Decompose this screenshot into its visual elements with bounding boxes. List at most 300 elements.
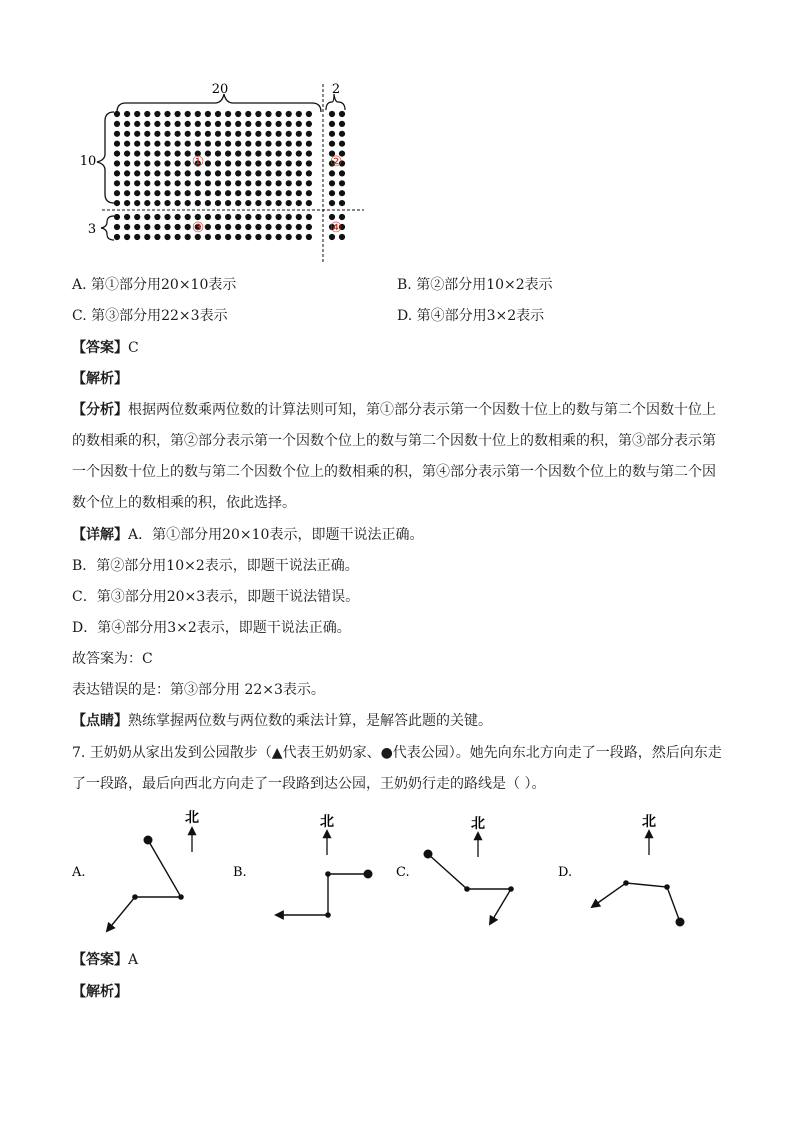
grid-dot [134, 170, 140, 176]
grid-dot [235, 151, 241, 157]
grid-dot [185, 180, 191, 186]
grid-dot [124, 214, 130, 220]
grid-dot [225, 151, 231, 157]
grid-dot [339, 200, 345, 206]
grid-dot [245, 121, 251, 127]
grid-dot [265, 214, 271, 220]
detail-text-a: A．第①部分用20×10表示，即题干说法正确。 [128, 527, 424, 543]
grid-dot [255, 200, 261, 206]
grid-dot [329, 190, 335, 196]
grid-dot [235, 160, 241, 166]
grid-dot [164, 160, 170, 166]
grid-dot [215, 151, 221, 157]
dot-grid [114, 111, 345, 240]
grid-dot [124, 121, 130, 127]
grid-dot [339, 170, 345, 176]
grid-dot [296, 160, 302, 166]
grid-dot [114, 190, 120, 196]
grid-dot [164, 200, 170, 206]
q7-answer-tag: 【答案】 [72, 952, 128, 968]
park-dot-c [424, 850, 433, 859]
grid-dot [175, 170, 181, 176]
grid-dot [255, 180, 261, 186]
grid-dot [245, 214, 251, 220]
grid-dot [276, 214, 282, 220]
grid-dot [154, 111, 160, 117]
grid-dot [164, 121, 170, 127]
grid-dot [225, 234, 231, 240]
grid-dot [154, 151, 160, 157]
grid-dot [154, 141, 160, 147]
label-20: 20 [211, 82, 229, 97]
grid-dot [225, 214, 231, 220]
grid-dot [124, 160, 130, 166]
grid-dot [215, 170, 221, 176]
grid-dot [175, 160, 181, 166]
part-label-3: ③ [191, 220, 205, 236]
grid-dot [255, 111, 261, 117]
grid-dot [329, 200, 335, 206]
grid-dot [265, 224, 271, 230]
grid-dot [286, 180, 292, 186]
grid-dot [154, 170, 160, 176]
grid-dot [205, 200, 211, 206]
grid-dot [215, 224, 221, 230]
grid-dot [195, 121, 201, 127]
grid-dot [306, 200, 312, 206]
grid-dot [205, 214, 211, 220]
label-2: 2 [331, 82, 341, 97]
grid-dot [154, 214, 160, 220]
label-10: 10 [79, 154, 97, 169]
grid-dot [306, 151, 312, 157]
grid-dot [144, 121, 150, 127]
fenxi-tag: 【分析】 [72, 402, 128, 418]
grid-dot [164, 180, 170, 186]
grid-dot [114, 234, 120, 240]
grid-dot [175, 190, 181, 196]
tip-text: 熟练掌握两位数与两位数的乘法计算，是解答此题的关键。 [128, 713, 492, 729]
grid-dot [276, 160, 282, 166]
grid-dot [265, 160, 271, 166]
grid-dot [195, 111, 201, 117]
part-label-4: ④ [329, 220, 343, 236]
park-dot-a [144, 836, 153, 845]
grid-dot [225, 224, 231, 230]
grid-dot [286, 160, 292, 166]
grid-dot [124, 111, 130, 117]
grid-dot [276, 111, 282, 117]
grid-dot [245, 234, 251, 240]
grid-dot [164, 224, 170, 230]
q6-fenxi-line1 [72, 400, 716, 420]
grid-dot [296, 121, 302, 127]
grid-dot [276, 190, 282, 196]
turn-dot-b1 [325, 871, 331, 877]
grid-dot [195, 200, 201, 206]
grid-dot [205, 131, 211, 137]
grid-dot [144, 131, 150, 137]
grid-dot [195, 190, 201, 196]
q6-detail-d: D．第④部分用3×2表示，即题干说法正确。 [72, 620, 351, 636]
grid-dot [296, 200, 302, 206]
grid-dot [215, 111, 221, 117]
grid-dot [144, 151, 150, 157]
grid-dot [215, 234, 221, 240]
grid-dot [276, 200, 282, 206]
grid-dot [339, 131, 345, 137]
grid-dot [134, 151, 140, 157]
grid-dot [114, 131, 120, 137]
grid-dot [255, 151, 261, 157]
grid-dot [306, 160, 312, 166]
grid-dot [296, 234, 302, 240]
grid-dot [235, 180, 241, 186]
grid-dot [215, 131, 221, 137]
brace-left-3 [101, 216, 114, 240]
grid-dot [185, 190, 191, 196]
grid-dot [134, 111, 140, 117]
grid-dot [134, 121, 140, 127]
grid-dot [164, 234, 170, 240]
grid-dot [225, 190, 231, 196]
grid-dot [124, 170, 130, 176]
grid-dot [235, 131, 241, 137]
grid-dot [276, 234, 282, 240]
grid-dot [329, 111, 335, 117]
grid-dot [144, 170, 150, 176]
grid-dot [114, 214, 120, 220]
grid-dot [164, 170, 170, 176]
q6-option-a: A. 第①部分用20×10表示 [72, 277, 237, 293]
grid-dot [205, 234, 211, 240]
grid-dot [276, 180, 282, 186]
turn-dot-a1 [178, 894, 184, 900]
q7-question-line2: 了一段路，最后向西北方向走了一段路到达公园，王奶奶行走的路线是（ ）。 [72, 776, 546, 792]
grid-dot [286, 141, 292, 147]
grid-dot [306, 180, 312, 186]
grid-dot [296, 224, 302, 230]
q7-option-b-label: B. [233, 865, 247, 880]
grid-dot [154, 200, 160, 206]
park-dot-b [364, 870, 373, 879]
grid-dot [225, 160, 231, 166]
grid-dot [114, 151, 120, 157]
grid-dot [255, 121, 261, 127]
grid-dot [205, 224, 211, 230]
grid-dot [175, 224, 181, 230]
route-a [107, 840, 181, 931]
answer-tag: 【答案】 [72, 340, 128, 356]
q6-conclusion: 故答案为：C [72, 651, 153, 667]
grid-dot [339, 121, 345, 127]
grid-dot [339, 180, 345, 186]
grid-dot [215, 180, 221, 186]
grid-dot [235, 234, 241, 240]
grid-dot [265, 180, 271, 186]
grid-dot [276, 224, 282, 230]
grid-dot [175, 111, 181, 117]
grid-dot [286, 224, 292, 230]
grid-dot [306, 214, 312, 220]
part-label-2: ② [329, 154, 343, 170]
grid-dot [245, 180, 251, 186]
grid-dot [154, 160, 160, 166]
q6-analysis-tag: 【解析】 [72, 371, 128, 387]
grid-dot [175, 180, 181, 186]
q6-option-d: D. 第④部分用3×2表示 [397, 308, 545, 324]
grid-dot [339, 190, 345, 196]
grid-dot [124, 234, 130, 240]
grid-dot [276, 121, 282, 127]
grid-dot [255, 141, 261, 147]
grid-dot [286, 151, 292, 157]
grid-dot [195, 180, 201, 186]
q6-detail-b: B．第②部分用10×2表示，即题干说法正确。 [72, 558, 359, 574]
grid-dot [195, 170, 201, 176]
grid-dot [215, 200, 221, 206]
grid-dot [286, 214, 292, 220]
grid-dot [164, 214, 170, 220]
grid-dot [286, 234, 292, 240]
grid-dot [225, 121, 231, 127]
grid-dot [296, 170, 302, 176]
turn-dot-d1 [664, 884, 670, 890]
grid-dot [195, 131, 201, 137]
grid-dot [255, 224, 261, 230]
grid-dot [134, 234, 140, 240]
grid-dot [205, 151, 211, 157]
grid-dot [185, 131, 191, 137]
q7-option-a-label: A. [72, 865, 86, 880]
grid-dot [124, 190, 130, 196]
grid-dot [339, 111, 345, 117]
grid-dot [286, 111, 292, 117]
grid-dot [134, 160, 140, 166]
q7-options-figure [60, 800, 740, 940]
grid-dot [154, 121, 160, 127]
grid-dot [124, 180, 130, 186]
grid-dot [185, 214, 191, 220]
dot-array-figure [72, 76, 372, 266]
grid-dot [114, 200, 120, 206]
grid-dot [175, 121, 181, 127]
north-label-c: 北 [471, 816, 485, 832]
grid-dot [265, 131, 271, 137]
park-dot-d [676, 918, 685, 927]
grid-dot [154, 180, 160, 186]
grid-dot [144, 200, 150, 206]
grid-dot [306, 121, 312, 127]
grid-dot [306, 190, 312, 196]
grid-dot [124, 224, 130, 230]
grid-dot [164, 131, 170, 137]
grid-dot [306, 170, 312, 176]
tip-tag: 【点睛】 [72, 713, 128, 729]
grid-dot [235, 170, 241, 176]
q7-option-d-label: D. [558, 865, 573, 880]
grid-dot [134, 131, 140, 137]
grid-dot [124, 141, 130, 147]
q7-option-c-label: C. [396, 865, 410, 880]
grid-dot [205, 141, 211, 147]
grid-dot [134, 200, 140, 206]
part-label-1: ① [191, 154, 205, 170]
grid-dot [164, 151, 170, 157]
grid-dot [255, 160, 261, 166]
turn-dot-c1 [464, 886, 470, 892]
grid-dot [245, 224, 251, 230]
grid-dot [205, 160, 211, 166]
q6-tip [72, 711, 492, 731]
grid-dot [245, 141, 251, 147]
q6-wrong-statement: 表达错误的是：第③部分用 22×3表示。 [72, 682, 325, 698]
grid-dot [134, 224, 140, 230]
grid-dot [114, 121, 120, 127]
grid-dot [185, 224, 191, 230]
grid-dot [225, 180, 231, 186]
grid-dot [175, 151, 181, 157]
grid-dot [144, 180, 150, 186]
grid-dot [114, 141, 120, 147]
grid-dot [215, 121, 221, 127]
grid-dot [255, 190, 261, 196]
grid-dot [245, 111, 251, 117]
grid-dot [245, 200, 251, 206]
grid-dot [245, 190, 251, 196]
grid-dot [296, 141, 302, 147]
grid-dot [195, 141, 201, 147]
q6-fenxi-line4: 数个位上的数相乘的积，依此选择。 [72, 495, 296, 511]
q6-option-b: B. 第②部分用10×2表示 [397, 277, 553, 293]
grid-dot [265, 190, 271, 196]
q6-option-c: C. 第③部分用22×3表示 [72, 308, 228, 324]
q6-detail-c: C．第③部分用20×3表示，即题干说法错误。 [72, 589, 360, 605]
grid-dot [225, 111, 231, 117]
grid-dot [225, 131, 231, 137]
turn-dot-c2 [508, 886, 514, 892]
grid-dot [114, 224, 120, 230]
grid-dot [205, 170, 211, 176]
grid-dot [245, 160, 251, 166]
grid-dot [185, 121, 191, 127]
grid-dot [164, 141, 170, 147]
grid-dot [185, 234, 191, 240]
grid-dot [306, 224, 312, 230]
grid-dot [215, 141, 221, 147]
grid-dot [255, 214, 261, 220]
grid-dot [144, 190, 150, 196]
grid-dot [286, 170, 292, 176]
grid-dot [329, 131, 335, 137]
grid-dot [235, 200, 241, 206]
grid-dot [235, 121, 241, 127]
grid-dot [286, 190, 292, 196]
north-label-a: 北 [185, 810, 199, 826]
grid-dot [245, 151, 251, 157]
grid-dot [205, 190, 211, 196]
grid-dot [205, 180, 211, 186]
grid-dot [144, 141, 150, 147]
turn-dot-d2 [623, 880, 629, 886]
north-label-d: 北 [642, 814, 656, 830]
grid-dot [306, 131, 312, 137]
grid-dot [185, 151, 191, 157]
grid-dot [114, 160, 120, 166]
grid-dot [185, 200, 191, 206]
grid-dot [154, 224, 160, 230]
grid-dot [329, 141, 335, 147]
grid-dot [134, 141, 140, 147]
grid-dot [306, 234, 312, 240]
grid-dot [296, 190, 302, 196]
detail-tag: 【详解】 [72, 527, 128, 543]
grid-dot [215, 160, 221, 166]
grid-dot [114, 180, 120, 186]
grid-dot [235, 141, 241, 147]
q7-answer [72, 950, 138, 970]
grid-dot [276, 151, 282, 157]
grid-dot [276, 170, 282, 176]
grid-dot [154, 234, 160, 240]
grid-dot [144, 214, 150, 220]
brace-left-10 [97, 112, 114, 203]
grid-dot [175, 141, 181, 147]
grid-dot [134, 214, 140, 220]
grid-dot [225, 141, 231, 147]
grid-dot [296, 131, 302, 137]
turn-dot-b2 [325, 912, 331, 918]
grid-dot [329, 170, 335, 176]
grid-dot [235, 224, 241, 230]
q7-question-line1: 7. 王奶奶从家出发到公园散步（▲代表王奶奶家、●代表公园）。她先向东北方向走了一段路，然后向东走 [72, 745, 722, 761]
grid-dot [265, 234, 271, 240]
grid-dot [175, 214, 181, 220]
north-label-b: 北 [320, 814, 334, 830]
grid-dot [124, 151, 130, 157]
grid-dot [134, 190, 140, 196]
label-3: 3 [87, 222, 97, 237]
grid-dot [306, 111, 312, 117]
answer-value: C [128, 340, 139, 356]
grid-dot [134, 180, 140, 186]
grid-dot [124, 200, 130, 206]
grid-dot [235, 190, 241, 196]
grid-dot [144, 224, 150, 230]
grid-dot [265, 111, 271, 117]
q7-answer-value: A [128, 952, 139, 968]
q6-fenxi-line3: 一个因数十位上的数与第二个因数个位上的数相乘的积，第④部分表示第一个因数个位上的数与第二个因 [72, 464, 716, 480]
grid-dot [296, 214, 302, 220]
grid-dot [255, 234, 261, 240]
grid-dot [185, 160, 191, 166]
grid-dot [215, 190, 221, 196]
grid-dot [276, 131, 282, 137]
grid-dot [205, 111, 211, 117]
grid-dot [185, 141, 191, 147]
grid-dot [225, 170, 231, 176]
grid-dot [205, 121, 211, 127]
grid-dot [329, 180, 335, 186]
grid-dot [245, 170, 251, 176]
fenxi-text-1: 根据两位数乘两位数的计算法则可知，第①部分表示第一个因数十位上的数与第二个因数十位上 [128, 402, 716, 418]
grid-dot [265, 121, 271, 127]
grid-dot [235, 214, 241, 220]
grid-dot [114, 170, 120, 176]
grid-dot [265, 151, 271, 157]
grid-dot [296, 180, 302, 186]
grid-dot [175, 131, 181, 137]
